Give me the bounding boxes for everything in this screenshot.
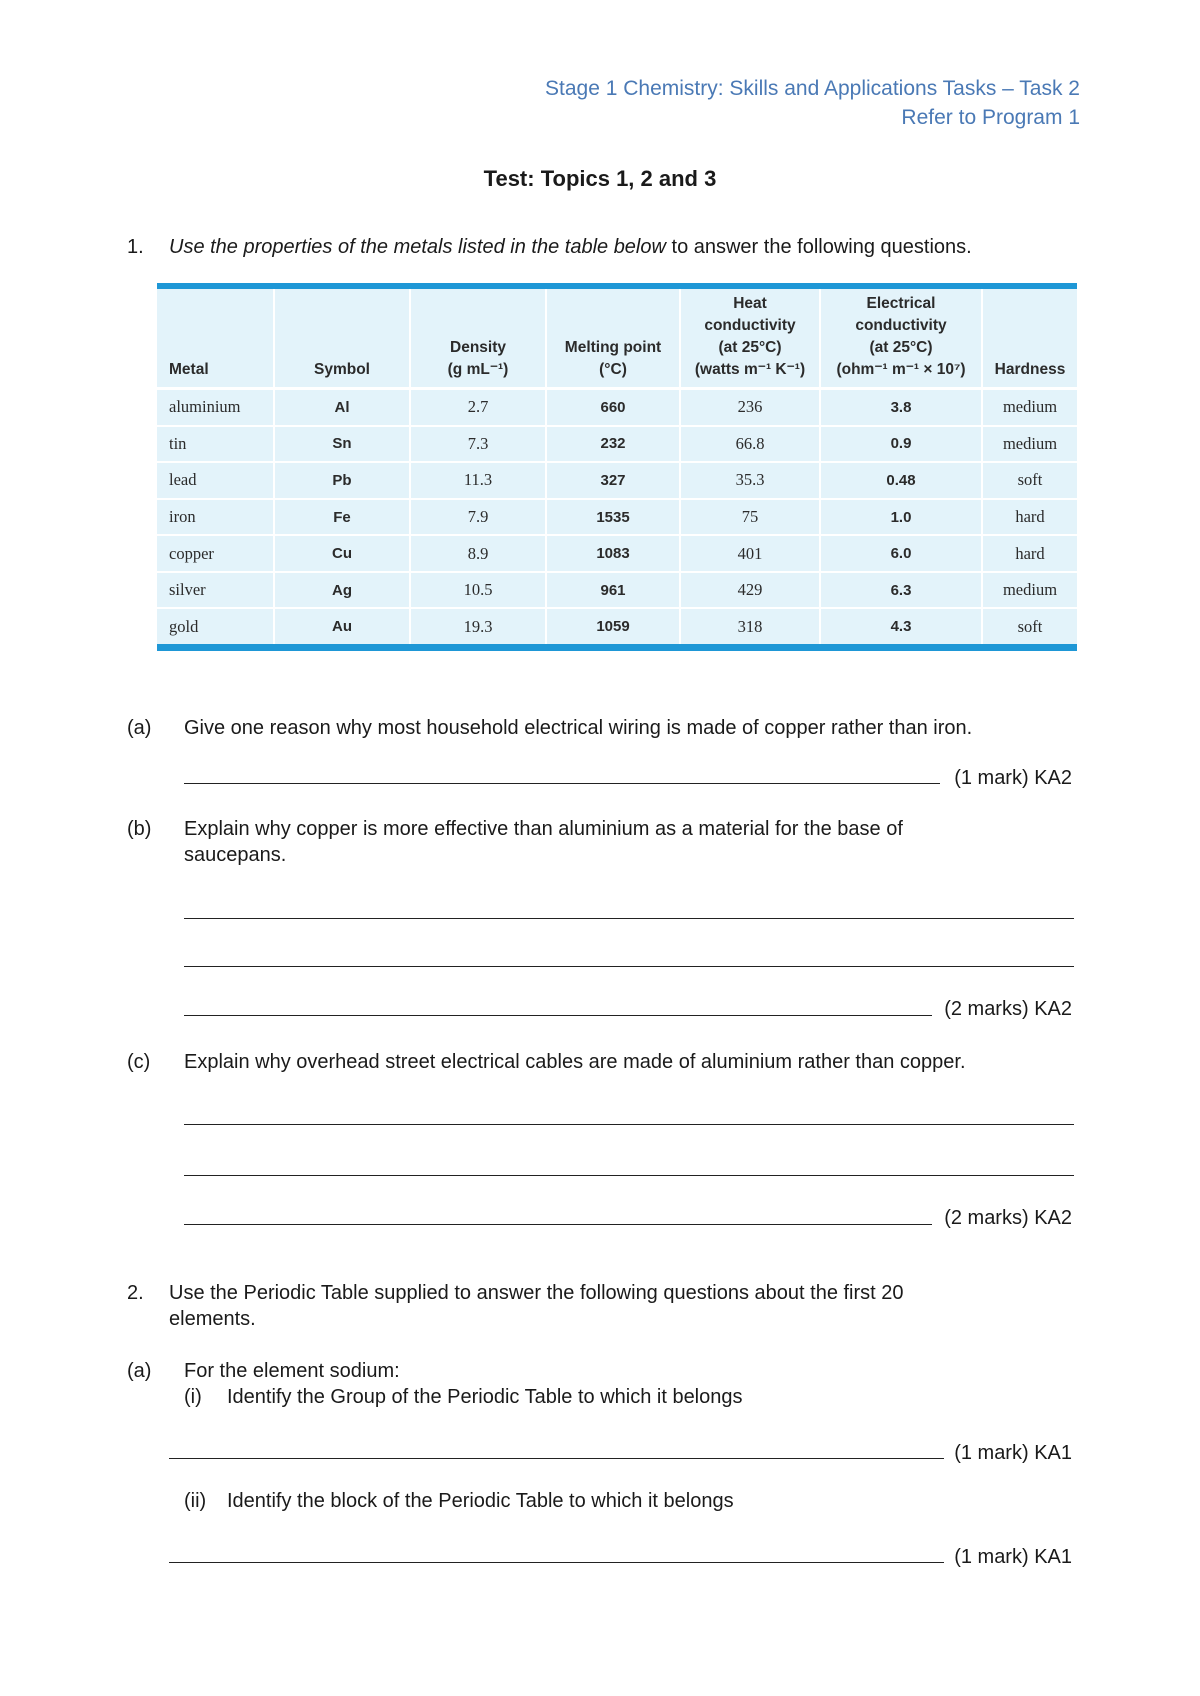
cell-melting: 327	[546, 462, 680, 499]
heat-header-line1: Heat	[733, 295, 767, 312]
cell-metal: iron	[157, 499, 274, 536]
q2a-text: For the element sodium:	[184, 1360, 400, 1382]
cell-elec: 3.8	[820, 389, 982, 426]
cell-symbol: Ag	[274, 572, 410, 609]
heat-header-line2: conductivity	[704, 317, 796, 334]
q2a-i-mark: (1 mark) KA1	[954, 1442, 1072, 1464]
cell-hardness: medium	[982, 572, 1077, 609]
table-row	[157, 499, 1077, 536]
question-2-text-line1: Use the Periodic Table supplied to answer the following questions about the first 20	[169, 1282, 904, 1304]
cell-heat: 318	[680, 608, 820, 644]
cell-symbol: Au	[274, 608, 410, 644]
cell-metal: gold	[157, 608, 274, 644]
q1a-text: Give one reason why most household electrical wiring is made of copper rather than iron.	[184, 717, 973, 739]
cell-heat: 66.8	[680, 426, 820, 463]
q2a-ii-mark: (1 mark) KA1	[954, 1546, 1072, 1568]
q1b-label: (b)	[127, 818, 152, 840]
cell-metal: aluminium	[157, 389, 274, 426]
cell-heat: 236	[680, 389, 820, 426]
cell-melting: 961	[546, 572, 680, 609]
col-header-metal: Metal	[157, 289, 274, 389]
cell-melting: 660	[546, 389, 680, 426]
table-row	[157, 426, 1077, 463]
cell-density: 8.9	[410, 535, 546, 572]
q1a-mark: (1 mark) KA2	[954, 767, 1072, 789]
answer-line-q2a-ii[interactable]	[169, 1562, 944, 1563]
q2a-ii-text: Identify the block of the Periodic Table to which it belongs	[227, 1490, 734, 1512]
col-header-density	[410, 289, 546, 389]
density-header-line1: Density	[450, 339, 506, 356]
cell-melting: 1535	[546, 499, 680, 536]
cell-hardness: hard	[982, 499, 1077, 536]
cell-melting: 232	[546, 426, 680, 463]
q1c-text: Explain why overhead street electrical cables are made of aluminium rather than copper.	[184, 1051, 966, 1073]
question-1-number: 1.	[127, 236, 144, 258]
cell-elec: 0.48	[820, 462, 982, 499]
cell-metal: tin	[157, 426, 274, 463]
table-row	[157, 462, 1077, 499]
density-header-line2: (g mL⁻¹)	[447, 361, 509, 378]
answer-line-q1c-2[interactable]	[184, 1175, 1074, 1176]
cell-hardness: soft	[982, 462, 1077, 499]
cell-elec: 6.3	[820, 572, 982, 609]
cell-hardness: hard	[982, 535, 1077, 572]
cell-symbol: Pb	[274, 462, 410, 499]
q1b-text-line2: saucepans.	[184, 844, 287, 866]
cell-density: 10.5	[410, 572, 546, 609]
elec-header-line3: (at 25°C)	[869, 339, 933, 356]
heat-header-line3: (at 25°C)	[718, 339, 782, 356]
melting-header-line1: Melting point	[564, 339, 662, 356]
elec-header-line4: (ohm⁻¹ m⁻¹ × 10⁷)	[836, 361, 966, 378]
cell-density: 7.9	[410, 499, 546, 536]
cell-heat: 35.3	[680, 462, 820, 499]
header-course-title: Stage 1 Chemistry: Skills and Applications Tasks – Task 2	[545, 77, 1080, 100]
table-row	[157, 608, 1077, 644]
q2a-ii-label: (ii)	[184, 1490, 207, 1512]
question-2-number: 2.	[127, 1282, 144, 1304]
page-header	[545, 74, 1080, 132]
cell-hardness: medium	[982, 426, 1077, 463]
heat-header-line4: (watts m⁻¹ K⁻¹)	[694, 361, 806, 378]
metal-properties-table	[157, 283, 1077, 651]
cell-density: 7.3	[410, 426, 546, 463]
q2a-i-label: (i)	[184, 1386, 202, 1408]
q1b-mark: (2 marks) KA2	[944, 998, 1072, 1020]
cell-symbol: Cu	[274, 535, 410, 572]
cell-heat: 401	[680, 535, 820, 572]
cell-hardness: soft	[982, 608, 1077, 644]
q1c-mark: (2 marks) KA2	[944, 1207, 1072, 1229]
cell-symbol: Al	[274, 389, 410, 426]
question-1-intro-italic: Use the properties of the metals listed in the table below	[169, 236, 666, 258]
cell-elec: 6.0	[820, 535, 982, 572]
col-header-heat-conductivity	[680, 289, 820, 389]
cell-metal: lead	[157, 462, 274, 499]
cell-density: 19.3	[410, 608, 546, 644]
cell-hardness: medium	[982, 389, 1077, 426]
table-row	[157, 535, 1077, 572]
col-header-electrical-conductivity	[820, 289, 982, 389]
cell-metal: silver	[157, 572, 274, 609]
table-row	[157, 389, 1077, 426]
question-1-intro-rest: to answer the following questions.	[665, 236, 972, 258]
q2a-i-text: Identify the Group of the Periodic Table to which it belongs	[227, 1386, 743, 1408]
q1a-label: (a)	[127, 717, 152, 739]
answer-line-q1b-3[interactable]	[184, 1015, 932, 1016]
cell-elec: 1.0	[820, 499, 982, 536]
question-2-text-line2: elements.	[169, 1308, 256, 1330]
cell-symbol: Sn	[274, 426, 410, 463]
question-1-intro	[169, 234, 972, 260]
cell-density: 2.7	[410, 389, 546, 426]
table-row	[157, 572, 1077, 609]
q1c-label: (c)	[127, 1051, 151, 1073]
col-header-hardness: Hardness	[982, 289, 1077, 389]
answer-line-q1b-1[interactable]	[184, 918, 1074, 919]
q2a-label: (a)	[127, 1360, 152, 1382]
col-header-melting	[546, 289, 680, 389]
answer-line-q1a[interactable]	[184, 783, 940, 784]
q1b-text-line1: Explain why copper is more effective than aluminium as a material for the base of	[184, 818, 903, 840]
cell-melting: 1083	[546, 535, 680, 572]
cell-heat: 75	[680, 499, 820, 536]
answer-line-q1c-1[interactable]	[184, 1124, 1074, 1125]
answer-line-q1b-2[interactable]	[184, 966, 1074, 967]
test-title: Test: Topics 1, 2 and 3	[483, 166, 717, 191]
cell-heat: 429	[680, 572, 820, 609]
cell-elec: 0.9	[820, 426, 982, 463]
cell-symbol: Fe	[274, 499, 410, 536]
cell-elec: 4.3	[820, 608, 982, 644]
col-header-symbol: Symbol	[274, 289, 410, 389]
answer-line-q1c-3[interactable]	[184, 1224, 932, 1225]
cell-melting: 1059	[546, 608, 680, 644]
elec-header-line2: conductivity	[855, 317, 947, 334]
answer-line-q2a-i[interactable]	[169, 1458, 944, 1459]
cell-density: 11.3	[410, 462, 546, 499]
melting-header-line2: (°C)	[599, 361, 627, 378]
elec-header-line1: Electrical	[866, 295, 936, 312]
cell-metal: copper	[157, 535, 274, 572]
header-program-ref: Refer to Program 1	[901, 106, 1080, 129]
